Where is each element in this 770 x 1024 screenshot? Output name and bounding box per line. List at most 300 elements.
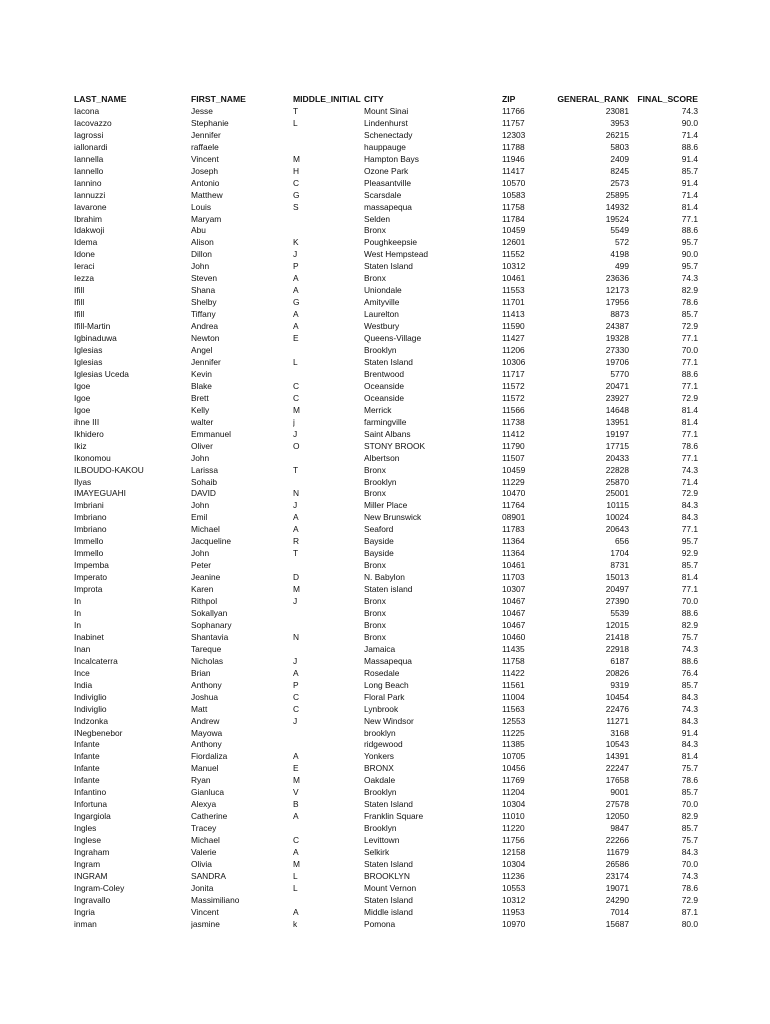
general-rank-cell: 17658 <box>605 775 629 786</box>
table-row <box>74 369 698 381</box>
city-cell: Brooklyn <box>364 476 397 487</box>
table-row <box>74 883 698 895</box>
last-name-cell: Indiviglio <box>74 703 107 714</box>
last-name-cell: In <box>74 607 81 618</box>
last-name-cell: Iannino <box>74 177 102 188</box>
last-name-cell: Infante <box>74 763 100 774</box>
zip-cell: 10461 <box>502 560 526 571</box>
general-rank-cell: 12173 <box>605 285 629 296</box>
first-name-cell: Dillon <box>191 249 212 260</box>
middle-initial-cell: A <box>293 751 299 762</box>
first-name-cell: Kelly <box>191 404 210 415</box>
general-rank-cell: 14648 <box>605 404 629 415</box>
table-row <box>74 668 698 680</box>
header-final-score: FINAL_SCORE <box>637 94 698 104</box>
final-score-cell: 78.6 <box>681 775 698 786</box>
first-name-cell: Steven <box>191 273 218 284</box>
middle-initial-cell: J <box>293 596 298 607</box>
final-score-cell: 95.7 <box>681 536 698 547</box>
table-row <box>74 178 698 190</box>
city-cell: Floral Park <box>364 691 405 702</box>
table-row <box>74 871 698 883</box>
final-score-cell: 84.3 <box>681 691 698 702</box>
zip-cell: 10459 <box>502 225 526 236</box>
general-rank-cell: 24290 <box>605 894 629 905</box>
first-name-cell: Jesse <box>191 105 213 116</box>
middle-initial-cell: M <box>293 153 300 164</box>
table-row <box>74 787 698 799</box>
last-name-cell: ILBOUDO-KAKOU <box>74 464 144 475</box>
zip-cell: 10470 <box>502 488 526 499</box>
city-cell: Long Beach <box>364 679 409 690</box>
last-name-cell: Igoe <box>74 392 91 403</box>
zip-cell: 11422 <box>502 667 525 678</box>
city-cell: Bronx <box>364 464 386 475</box>
header-row <box>74 94 698 106</box>
zip-cell: 11010 <box>502 811 525 822</box>
general-rank-cell: 10024 <box>605 512 629 523</box>
general-rank-cell: 2409 <box>610 153 629 164</box>
middle-initial-cell: P <box>293 261 299 272</box>
middle-initial-cell: E <box>293 763 299 774</box>
final-score-cell: 72.9 <box>681 488 698 499</box>
city-cell: Bronx <box>364 488 386 499</box>
last-name-cell: Inabinet <box>74 631 104 642</box>
final-score-cell: 77.1 <box>681 428 698 439</box>
zip-cell: 11788 <box>502 141 525 152</box>
final-score-cell: 78.6 <box>681 440 698 451</box>
city-cell: Staten Island <box>364 356 413 367</box>
city-cell: Mount Sinai <box>364 105 409 116</box>
city-cell: Saint Albans <box>364 428 411 439</box>
city-cell: N. Babylon <box>364 572 405 583</box>
table-row <box>74 620 698 632</box>
table-row <box>74 405 698 417</box>
first-name-cell: Emil <box>191 512 208 523</box>
table-row <box>74 237 698 249</box>
final-score-cell: 71.4 <box>681 129 698 140</box>
first-name-cell: Nicholas <box>191 655 224 666</box>
general-rank-cell: 10454 <box>605 691 629 702</box>
zip-cell: 10304 <box>502 859 526 869</box>
last-name-cell: Iagrossi <box>74 129 104 140</box>
middle-initial-cell: C <box>293 392 300 403</box>
general-rank-cell: 21418 <box>605 631 629 642</box>
first-name-cell: Rithpol <box>191 596 218 607</box>
zip-cell: 11784 <box>502 213 525 224</box>
zip-cell: 11385 <box>502 739 525 750</box>
last-name-cell: Ingargiola <box>74 811 111 822</box>
table-row <box>74 500 698 512</box>
city-cell: Oceanside <box>364 392 405 403</box>
middle-initial-cell: D <box>293 572 300 583</box>
general-rank-cell: 2573 <box>610 177 629 188</box>
general-rank-cell: 13951 <box>605 416 629 427</box>
final-score-cell: 88.6 <box>681 141 698 152</box>
zip-cell: 12303 <box>502 129 526 140</box>
final-score-cell: 88.6 <box>681 607 698 618</box>
table-row <box>74 835 698 847</box>
table-row <box>74 118 698 130</box>
last-name-cell: Idakwoji <box>74 225 105 236</box>
zip-cell: 11412 <box>502 428 525 439</box>
middle-initial-cell: N <box>293 631 300 642</box>
general-rank-cell: 8873 <box>610 309 629 320</box>
zip-cell: 11590 <box>502 321 525 332</box>
city-cell: BRONX <box>364 763 394 774</box>
final-score-cell: 88.6 <box>681 368 698 379</box>
final-score-cell: 77.1 <box>681 380 698 391</box>
middle-initial-cell: A <box>293 524 299 535</box>
table-row <box>74 477 698 489</box>
zip-cell: 11572 <box>502 380 525 391</box>
general-rank-cell: 23081 <box>605 105 629 116</box>
general-rank-cell: 23636 <box>605 273 629 284</box>
general-rank-cell: 572 <box>615 237 629 248</box>
general-rank-cell: 22476 <box>605 703 629 714</box>
general-rank-cell: 20643 <box>605 524 629 535</box>
first-name-cell: raffaele <box>191 141 219 152</box>
final-score-cell: 81.4 <box>681 416 698 427</box>
first-name-cell: Alexya <box>191 799 217 810</box>
zip-cell: 11229 <box>502 476 525 487</box>
first-name-cell: Andrew <box>191 715 220 726</box>
zip-cell: 11220 <box>502 823 525 834</box>
general-rank-cell: 3953 <box>610 117 629 128</box>
zip-cell: 11703 <box>502 572 525 583</box>
last-name-cell: Iannello <box>74 165 104 176</box>
table-row <box>74 225 698 237</box>
table-row <box>74 584 698 596</box>
final-score-cell: 95.7 <box>681 261 698 272</box>
table-row <box>74 536 698 548</box>
zip-cell: 10460 <box>502 631 526 642</box>
middle-initial-cell: M <box>293 859 300 869</box>
first-name-cell: Karen <box>191 584 214 595</box>
table-row <box>74 919 698 931</box>
city-cell: Bayside <box>364 536 394 547</box>
table-row <box>74 249 698 261</box>
final-score-cell: 81.4 <box>681 404 698 415</box>
last-name-cell: Iannella <box>74 153 104 164</box>
first-name-cell: Catherine <box>191 811 228 822</box>
data-table <box>74 94 698 931</box>
city-cell: Albertson <box>364 452 400 463</box>
zip-cell: 11769 <box>502 775 525 786</box>
final-score-cell: 85.7 <box>681 679 698 690</box>
final-score-cell: 92.9 <box>681 548 698 559</box>
zip-cell: 10970 <box>502 918 526 929</box>
city-cell: Lynbrook <box>364 703 399 714</box>
zip-cell: 10583 <box>502 189 526 200</box>
final-score-cell: 85.7 <box>681 165 698 176</box>
final-score-cell: 91.4 <box>681 727 698 738</box>
first-name-cell: Valerie <box>191 847 217 858</box>
middle-initial-cell: H <box>293 165 300 176</box>
first-name-cell: Vincent <box>191 153 219 164</box>
table-row <box>74 297 698 309</box>
header-first-name: FIRST_NAME <box>191 94 246 104</box>
city-cell: ridgewood <box>364 739 403 750</box>
city-cell: Bronx <box>364 225 386 236</box>
last-name-cell: Ingram <box>74 859 101 869</box>
middle-initial-cell: A <box>293 512 299 523</box>
middle-initial-cell: G <box>293 297 300 308</box>
final-score-cell: 84.3 <box>681 739 698 750</box>
last-name-cell: inman <box>74 918 97 929</box>
zip-cell: 10467 <box>502 619 526 630</box>
general-rank-cell: 656 <box>615 536 629 547</box>
final-score-cell: 81.4 <box>681 201 698 212</box>
general-rank-cell: 20497 <box>605 584 629 595</box>
table-row <box>74 728 698 740</box>
middle-initial-cell: A <box>293 811 299 822</box>
city-cell: Ozone Park <box>364 165 409 176</box>
zip-cell: 11764 <box>502 500 525 511</box>
city-cell: Bronx <box>364 560 386 571</box>
last-name-cell: Infantino <box>74 787 107 798</box>
general-rank-cell: 22266 <box>605 835 629 846</box>
city-cell: STONY BROOK <box>364 440 426 451</box>
first-name-cell: Anthony <box>191 739 222 750</box>
middle-initial-cell: M <box>293 584 300 595</box>
final-score-cell: 74.3 <box>681 273 698 284</box>
table-row <box>74 608 698 620</box>
final-score-cell: 78.6 <box>681 297 698 308</box>
first-name-cell: John <box>191 500 210 511</box>
first-name-cell: Brett <box>191 392 209 403</box>
city-cell: Brooklyn <box>364 823 397 834</box>
table-row <box>74 716 698 728</box>
zip-cell: 11364 <box>502 536 525 547</box>
first-name-cell: Angel <box>191 345 213 356</box>
first-name-cell: Joshua <box>191 691 219 702</box>
final-score-cell: 70.0 <box>681 345 698 356</box>
last-name-cell: Incalcaterra <box>74 655 118 666</box>
middle-initial-cell: J <box>293 249 298 260</box>
city-cell: farmingville <box>364 416 407 427</box>
final-score-cell: 90.0 <box>681 249 698 260</box>
last-name-cell: Iacona <box>74 105 100 116</box>
zip-cell: 11413 <box>502 309 525 320</box>
first-name-cell: Manuel <box>191 763 219 774</box>
last-name-cell: Iacovazzo <box>74 117 112 128</box>
city-cell: Staten Island <box>364 859 413 869</box>
table-row <box>74 811 698 823</box>
city-cell: Franklin Square <box>364 811 424 822</box>
last-name-cell: Iavarone <box>74 201 107 212</box>
first-name-cell: Jacqueline <box>191 536 232 547</box>
middle-initial-cell: J <box>293 655 298 666</box>
final-score-cell: 87.1 <box>681 906 698 917</box>
middle-initial-cell: A <box>293 847 299 858</box>
city-cell: Hampton Bays <box>364 153 419 164</box>
table-row <box>74 417 698 429</box>
zip-cell: 11417 <box>502 165 525 176</box>
city-cell: Brentwood <box>364 368 405 379</box>
city-cell: Rosedale <box>364 667 400 678</box>
header-last-name: LAST_NAME <box>74 94 127 104</box>
last-name-cell: Ingravallo <box>74 894 111 905</box>
zip-cell: 11204 <box>502 787 525 798</box>
table-row <box>74 704 698 716</box>
middle-initial-cell: N <box>293 488 300 499</box>
table-row <box>74 190 698 202</box>
last-name-cell: Ikiz <box>74 440 87 451</box>
city-cell: Bronx <box>364 596 386 607</box>
general-rank-cell: 11679 <box>606 847 629 858</box>
last-name-cell: Infante <box>74 739 100 750</box>
middle-initial-cell: L <box>293 117 298 128</box>
middle-initial-cell <box>293 739 364 751</box>
first-name-cell: John <box>191 452 210 463</box>
zip-cell: 11717 <box>502 368 525 379</box>
middle-initial-cell: A <box>293 273 299 284</box>
last-name-cell: Infante <box>74 775 100 786</box>
general-rank-cell: 24387 <box>605 321 629 332</box>
city-cell: Poughkeepsie <box>364 237 418 248</box>
city-cell: New Brunswick <box>364 512 422 523</box>
zip-cell: 11561 <box>502 679 525 690</box>
table-row <box>74 345 698 357</box>
last-name-cell: Iezza <box>74 273 95 284</box>
middle-initial-cell <box>293 560 364 572</box>
city-cell: massapequa <box>364 201 412 212</box>
table-row <box>74 572 698 584</box>
city-cell: Middle island <box>364 906 413 917</box>
zip-cell: 10304 <box>502 799 526 810</box>
city-cell: Westbury <box>364 321 400 332</box>
last-name-cell: Infortuna <box>74 799 108 810</box>
table-row <box>74 261 698 273</box>
zip-cell: 11701 <box>502 297 525 308</box>
first-name-cell: Mayowa <box>191 727 223 738</box>
last-name-cell: Idema <box>74 237 98 248</box>
first-name-cell: DAVID <box>191 488 216 499</box>
last-name-cell: Igbinaduwa <box>74 333 117 344</box>
final-score-cell: 72.9 <box>681 321 698 332</box>
middle-initial-cell: A <box>293 321 299 332</box>
middle-initial-cell: A <box>293 309 299 320</box>
final-score-cell: 85.7 <box>681 560 698 571</box>
middle-initial-cell: B <box>293 799 299 810</box>
last-name-cell: IMAYEGUAHI <box>74 488 126 499</box>
last-name-cell: Imbriani <box>74 500 104 511</box>
last-name-cell: Imbriano <box>74 512 107 523</box>
city-cell: Bayside <box>364 548 394 559</box>
first-name-cell: Jeanine <box>191 572 221 583</box>
last-name-cell: Ifill-Martin <box>74 321 111 332</box>
city-cell: Massapequa <box>364 655 412 666</box>
middle-initial-cell: A <box>293 906 299 917</box>
last-name-cell: Iglesias <box>74 356 103 367</box>
city-cell: Lindenhurst <box>364 117 408 128</box>
table-row <box>74 214 698 226</box>
city-cell: Bronx <box>364 631 386 642</box>
city-cell: Mount Vernon <box>364 882 417 893</box>
final-score-cell: 70.0 <box>681 859 698 869</box>
final-score-cell: 84.3 <box>681 715 698 726</box>
first-name-cell: Sophanary <box>191 619 232 630</box>
first-name-cell: Andrea <box>191 321 219 332</box>
table-row <box>74 632 698 644</box>
middle-initial-cell: S <box>293 201 299 212</box>
zip-cell: 12553 <box>502 715 526 726</box>
last-name-cell: Ingraham <box>74 847 110 858</box>
table-row <box>74 202 698 214</box>
final-score-cell: 88.6 <box>681 655 698 666</box>
table-row <box>74 512 698 524</box>
middle-initial-cell: L <box>293 882 298 893</box>
final-score-cell: 82.9 <box>681 811 698 822</box>
zip-cell: 11553 <box>502 285 525 296</box>
city-cell: BROOKLYN <box>364 870 410 881</box>
zip-cell: 11783 <box>502 524 525 535</box>
zip-cell: 11552 <box>502 249 525 260</box>
zip-cell: 10306 <box>502 356 526 367</box>
first-name-cell: Matt <box>191 703 208 714</box>
final-score-cell: 74.3 <box>681 464 698 475</box>
general-rank-cell: 15687 <box>605 918 629 929</box>
middle-initial-cell: P <box>293 679 299 690</box>
last-name-cell: Indiviglio <box>74 691 107 702</box>
middle-initial-cell: T <box>293 105 299 116</box>
general-rank-cell: 3168 <box>610 727 629 738</box>
city-cell: Oakdale <box>364 775 396 786</box>
final-score-cell: 85.7 <box>681 787 698 798</box>
middle-initial-cell <box>293 608 364 620</box>
general-rank-cell: 23174 <box>605 870 629 881</box>
city-cell: Selkirk <box>364 847 390 858</box>
first-name-cell: Shana <box>191 285 216 296</box>
general-rank-cell: 8245 <box>610 165 629 176</box>
final-score-cell: 74.3 <box>681 870 698 881</box>
zip-cell: 10705 <box>502 751 526 762</box>
general-rank-cell: 9319 <box>610 679 629 690</box>
middle-initial-cell: A <box>293 667 299 678</box>
final-score-cell: 70.0 <box>681 596 698 607</box>
general-rank-cell: 19524 <box>605 213 629 224</box>
final-score-cell: 91.4 <box>681 177 698 188</box>
zip-cell: 11206 <box>502 345 525 356</box>
city-cell: Merrick <box>364 404 392 415</box>
first-name-cell: Ryan <box>191 775 211 786</box>
final-score-cell: 82.9 <box>681 619 698 630</box>
middle-initial-cell <box>293 225 364 237</box>
table-row <box>74 488 698 500</box>
final-score-cell: 81.4 <box>681 572 698 583</box>
general-rank-cell: 25001 <box>605 488 629 499</box>
zip-cell: 11946 <box>502 153 525 164</box>
general-rank-cell: 22247 <box>605 763 629 774</box>
first-name-cell: Sokallyan <box>191 607 228 618</box>
table-row <box>74 692 698 704</box>
last-name-cell: Ingria <box>74 906 95 917</box>
last-name-cell: Inan <box>74 643 91 654</box>
general-rank-cell: 20826 <box>605 667 629 678</box>
zip-cell: 08901 <box>502 512 526 523</box>
city-cell: hauppauge <box>364 141 406 152</box>
zip-cell: 11757 <box>502 117 525 128</box>
zip-cell: 11004 <box>502 691 525 702</box>
last-name-cell: Ikhidero <box>74 428 104 439</box>
middle-initial-cell: E <box>293 333 299 344</box>
table-row <box>74 548 698 560</box>
zip-cell: 10456 <box>502 763 526 774</box>
first-name-cell: Tiffany <box>191 309 216 320</box>
general-rank-cell: 17956 <box>605 297 629 308</box>
table-row <box>74 106 698 118</box>
